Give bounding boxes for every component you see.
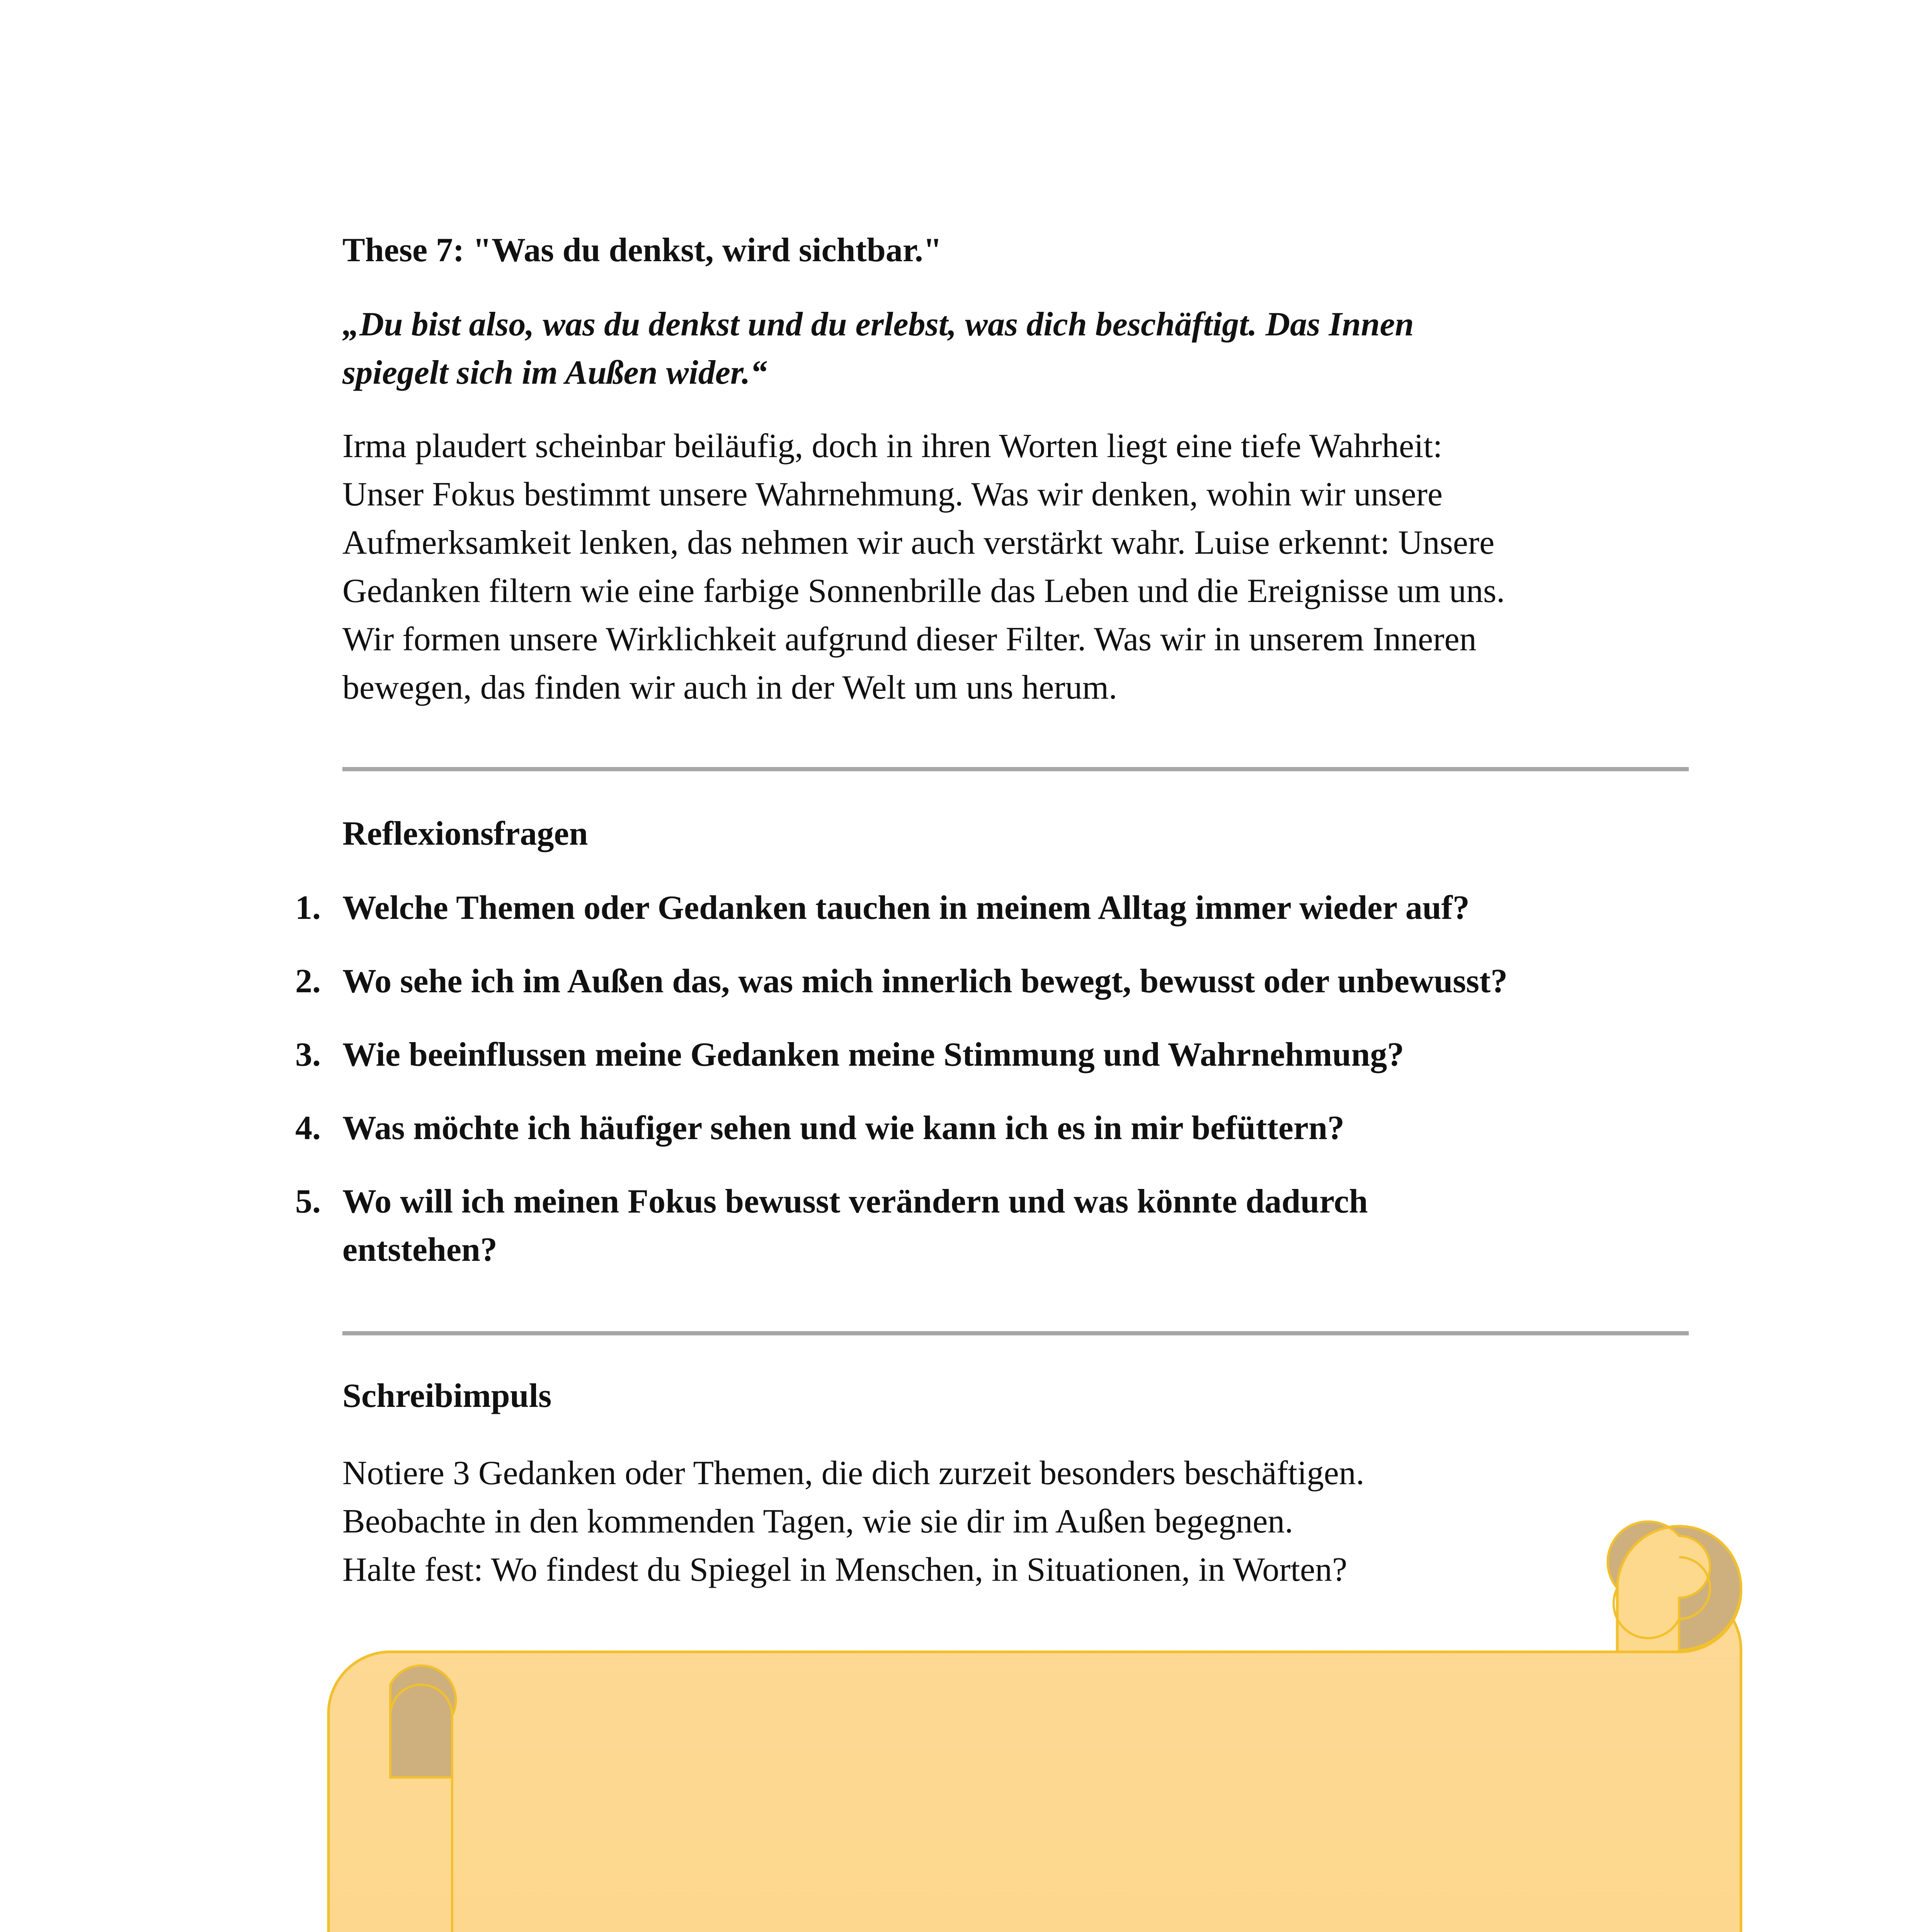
paragraph-line: Unser Fokus bestimmt unsere Wahrnehmung. Was wir denken, wohin wir unsere — [342, 476, 1443, 513]
question-text: entstehen? — [342, 1231, 497, 1269]
question-number: 1. — [295, 889, 321, 927]
writing-prompt-section — [342, 1373, 1695, 1419]
prompt-line: Halte fest: Wo findest du Spiegel in Menschen, in Situationen, in Worten? — [342, 1551, 1348, 1588]
writing-prompt-heading: Schreibimpuls — [342, 1377, 552, 1415]
quote-line: „Du bist also, was du denkst und du erlebst, was dich beschäftigt. Das Innen — [342, 306, 1414, 343]
paragraph-line: bewegen, das finden wir auch in der Welt um uns herum. — [342, 669, 1117, 706]
question-text: Welche Themen oder Gedanken tauchen in meinem Alltag immer wieder auf? — [342, 889, 1470, 927]
question-number: 4. — [295, 1109, 321, 1147]
paragraph-line: Aufmerksamkeit lenken, das nehmen wir auch verstärkt wahr. Luise erkennt: Unsere — [342, 524, 1495, 561]
question-number: 2. — [295, 963, 321, 1000]
question-number: 3. — [295, 1036, 321, 1073]
question-number: 5. — [295, 1183, 321, 1220]
scroll-body — [328, 1588, 1741, 1932]
quote-line: spiegelt sich im Außen wider.“ — [342, 354, 767, 391]
reflection-heading: Reflexionsfragen — [342, 815, 588, 852]
writing-prompt-text — [342, 1449, 1695, 1594]
question-text: Wie beeinflussen meine Gedanken meine Stimmung und Wahrnehmung? — [342, 1036, 1404, 1073]
thesis-heading: These 7: "Was du denkst, wird sichtbar." — [342, 231, 942, 269]
prompt-line: Beobachte in den kommenden Tagen, wie sie dir im Außen begegnen. — [342, 1503, 1293, 1540]
question-text: Wo will ich meinen Fokus bewusst verändern und was könnte dadurch — [342, 1183, 1368, 1220]
prompt-line: Notiere 3 Gedanken oder Themen, die dich zurzeit besonders beschäftigen. — [342, 1454, 1365, 1492]
paragraph-line: Gedanken filtern wie eine farbige Sonnenbrille das Leben und die Ereignisse um uns. — [342, 572, 1505, 610]
question-text: Wo sehe ich im Außen das, was mich innerlich bewegt, bewusst oder unbewusst? — [342, 963, 1508, 1000]
paragraph-line: Wir formen unsere Wirklichkeit aufgrund dieser Filter. Was wir in unserem Inneren — [342, 621, 1477, 658]
question-text: Was möchte ich häufiger sehen und wie kann ich es in mir befüttern? — [342, 1109, 1344, 1147]
scroll-left-fold — [390, 1666, 456, 1777]
paragraph-line: Irma plaudert scheinbar beiläufig, doch in ihren Worten liegt eine tiefe Wahrheit: — [342, 427, 1443, 465]
